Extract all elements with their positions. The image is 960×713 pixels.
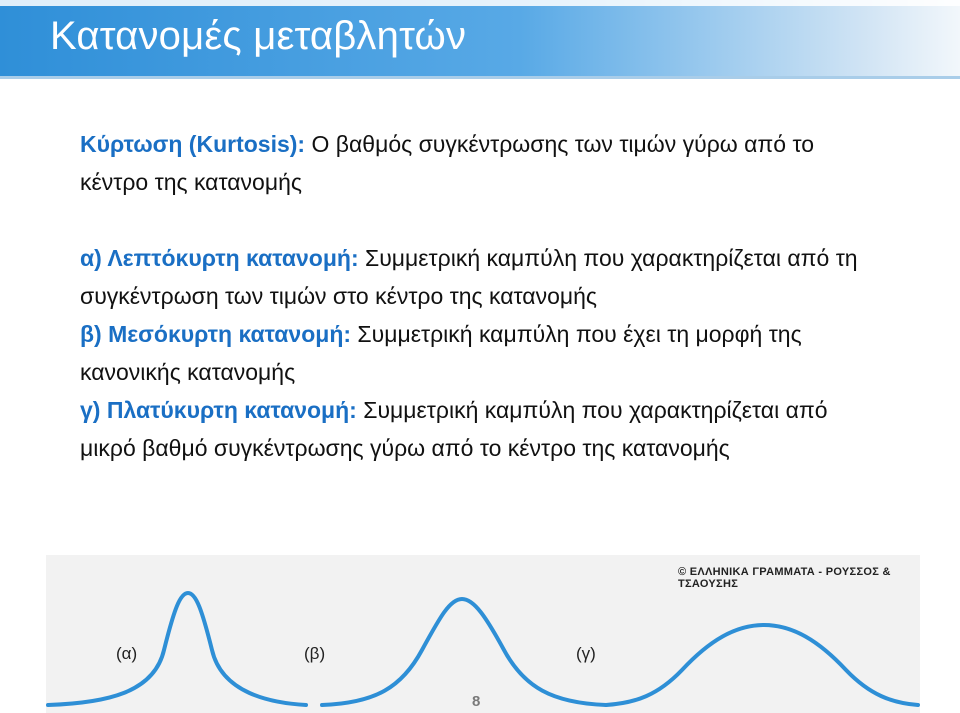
item-platykurtic-term: γ) Πλατύκυρτη κατανομή: xyxy=(80,397,357,423)
page-number: 8 xyxy=(472,693,481,710)
mesokurtic-curve xyxy=(322,599,606,705)
item-leptokurtic-term: α) Λεπτόκυρτη κατανομή: xyxy=(80,245,359,271)
item-leptokurtic xyxy=(80,239,880,315)
curves-svg xyxy=(46,555,920,713)
kurtosis-term: Κύρτωση (Kurtosis): xyxy=(80,131,306,157)
slide-content xyxy=(80,125,880,467)
spacer xyxy=(80,201,880,239)
item-mesokurtic xyxy=(80,315,880,391)
item-mesokurtic-text: Συμμετρική καμπύλη που έχει τη μορφή της κανονικής κατανομής xyxy=(80,321,802,385)
title-bar-top-strip xyxy=(0,0,960,6)
curve-label-a: (α) xyxy=(116,644,138,663)
kurtosis-text: Ο βαθμός συγκέντρωσης των τιμών γύρω από το κέντρο της κατανομής xyxy=(80,131,815,195)
copyright-notice: © ΕΛΛΗΝΙΚΑ ΓΡΑΜΜΑΤΑ - ΡΟΥΣΣΟΣ & ΤΣΑΟΥΣΗΣ xyxy=(678,566,891,590)
kurtosis-figure xyxy=(46,555,920,713)
item-leptokurtic-text: Συμμετρική καμπύλη που χαρακτηρίζεται από τη συγκέντρωση των τιμών στο κέντρο της κατανομής xyxy=(80,245,858,309)
item-mesokurtic-term: β) Μεσόκυρτη κατανομή: xyxy=(80,321,352,347)
item-platykurtic-text: Συμμετρική καμπύλη που χαρακτηρίζεται από μικρό βαθμό συγκέντρωσης γύρω από το κέντρο της κατανομής xyxy=(80,397,828,461)
platykurtic-curve xyxy=(606,625,918,705)
item-platykurtic xyxy=(80,391,880,467)
title-bar xyxy=(0,0,960,79)
slide-title: Κατανομές μεταβλητών xyxy=(50,14,467,58)
curve-label-b: (β) xyxy=(304,644,326,663)
leptokurtic-curve xyxy=(48,593,306,705)
kurtosis-definition xyxy=(80,125,880,201)
curve-label-c: (γ) xyxy=(576,644,596,663)
